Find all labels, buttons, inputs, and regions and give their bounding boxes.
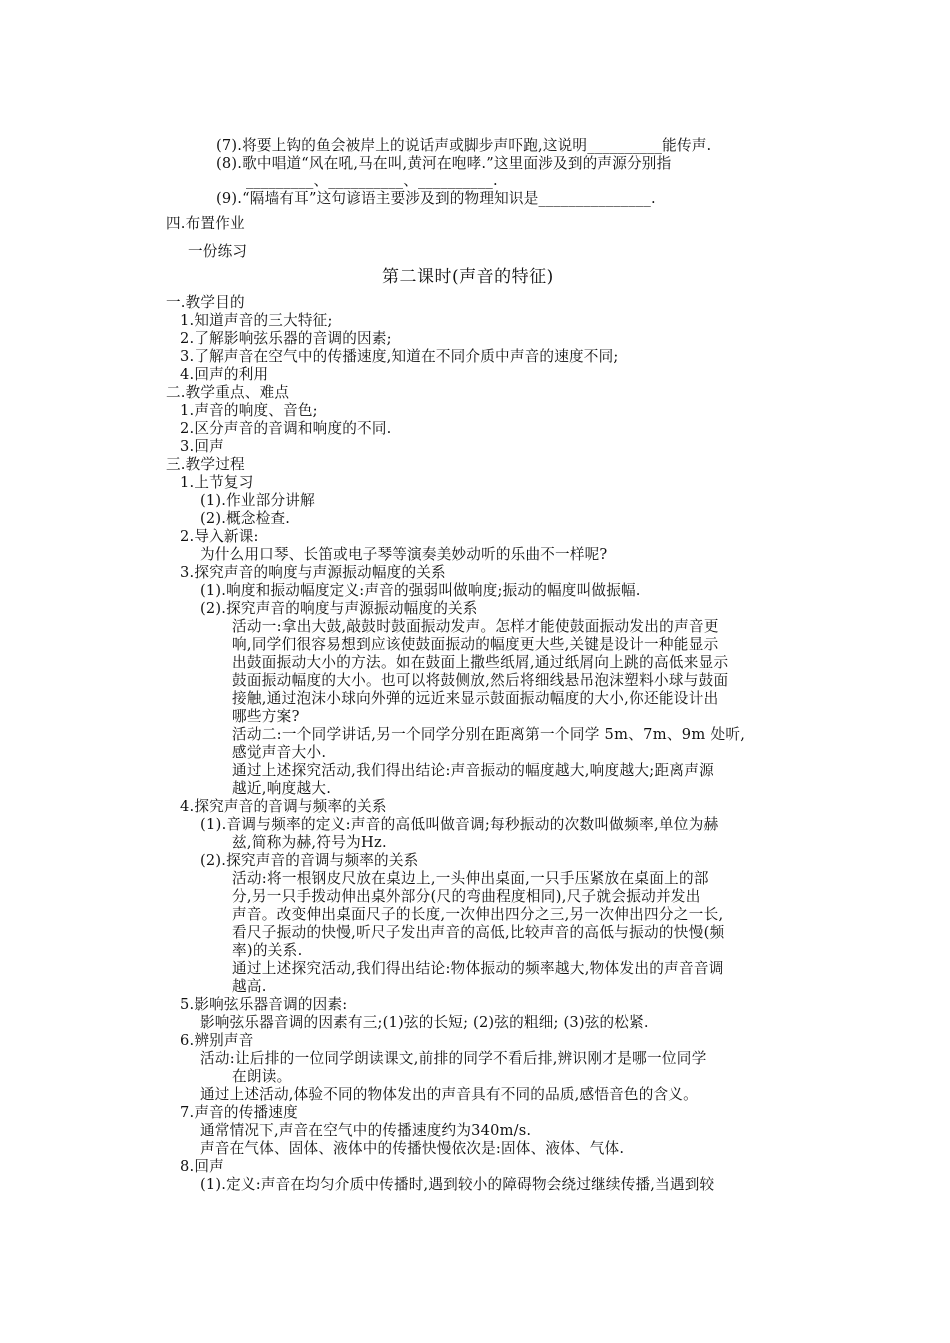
step-intro: 2.导入新课: xyxy=(180,528,259,545)
loudness-conclusion-line: 越近,响度越大. xyxy=(232,780,332,797)
quiz-item-9: (9).“隔墙有耳”这句谚语主要涉及到的物理知识是_______________. xyxy=(216,190,656,207)
step-pitch-explore: (2).探究声音的音调与频率的关系 xyxy=(200,852,419,869)
step-intro-question: 为什么用口琴、长笛或电子琴等演奏美妙动听的乐曲不一样呢? xyxy=(200,546,608,563)
loudness-conclusion xyxy=(232,762,787,798)
goal-item: 1.知道声音的三大特征; xyxy=(180,312,333,329)
goal-item: 3.了解声音在空气中的传播速度,知道在不同介质中声音的速度不同; xyxy=(180,348,619,365)
homework-item: 一份练习 xyxy=(188,243,248,260)
process-heading: 三.教学过程 xyxy=(166,456,245,473)
step-review-a: (1).作业部分讲解 xyxy=(200,492,315,509)
pitch-activity-line: 活动:将一根钢皮尺放在桌边上,一头伸出桌面,一只手压紧放在桌面上的部 xyxy=(232,870,709,887)
pitch-activity xyxy=(232,870,787,960)
timbre-activity-line: 活动:让后排的一位同学朗读课文,前排的同学不看后排,辨识刚才是哪一位同学 xyxy=(200,1050,707,1067)
string-factors-text: 影响弦乐器音调的因素有三;(1)弦的长短; (2)弦的粗细; (3)弦的松紧. xyxy=(200,1014,649,1031)
pitch-conclusion-line: 通过上述探究活动,我们得出结论:物体振动的频率越大,物体发出的声音音调 xyxy=(232,960,724,977)
pitch-activity-line: 看尺子振动的快慢,听尺子发出声音的高低,比较声音的高低与振动的快慢(频 xyxy=(232,924,725,941)
goals-heading: 一.教学目的 xyxy=(166,294,245,311)
focus-heading: 二.教学重点、难点 xyxy=(166,384,290,401)
step-echo: 8.回声 xyxy=(180,1158,224,1175)
activity-one-line: 鼓面振动幅度的大小。也可以将鼓侧放,然后将细线悬吊泡沫塑料小球与鼓面 xyxy=(232,672,729,689)
timbre-conclusion: 通过上述活动,体验不同的物体发出的声音具有不同的品质,感悟音色的含义。 xyxy=(200,1086,698,1103)
activity-one-line: 接触,通过泡沫小球向外弹的远近来显示鼓面振动幅度的大小,你还能设计出 xyxy=(232,690,719,707)
pitch-conclusion xyxy=(232,960,787,996)
step-string-factors: 5.影响弦乐器音调的因素: xyxy=(180,996,348,1013)
activity-one-paragraph xyxy=(232,618,787,726)
quiz-item-8-blanks: _________、__________、__________. xyxy=(246,172,498,189)
step-loudness-definition: (1).响度和振动幅度定义:声音的强弱叫做响度;振动的幅度叫做振幅. xyxy=(200,582,641,599)
pitch-definition xyxy=(200,816,787,852)
activity-one-line: 哪些方案? xyxy=(232,708,300,725)
activity-one-line: 响,同学们很容易想到应该使鼓面振动的幅度更大些,关键是设计一种能显示 xyxy=(232,636,719,653)
loudness-conclusion-line: 通过上述探究活动,我们得出结论:声音振动的幅度越大,响度越大;距离声源 xyxy=(232,762,715,779)
pitch-activity-line: 声音。改变伸出桌面尺子的长度,一次伸出四分之三,另一次伸出四分之一长, xyxy=(232,906,724,923)
activity-two-line: 活动二:一个同学讲话,另一个同学分别在距离第一个同学 5m、7m、9m 处听, xyxy=(232,726,746,743)
focus-item: 3.回声 xyxy=(180,438,224,455)
timbre-activity-line: 在朗读。 xyxy=(232,1068,292,1085)
pitch-activity-line: 率)的关系. xyxy=(232,942,303,959)
goal-item: 2.了解影响弦乐器的音调的因素; xyxy=(180,330,392,347)
pitch-conclusion-line: 越高. xyxy=(232,978,267,995)
focus-item: 1.声音的响度、音色; xyxy=(180,402,318,419)
activity-one-line: 出鼓面振动大小的方法。如在鼓面上撒些纸屑,通过纸屑向上跳的高低来显示 xyxy=(232,654,729,671)
step-loudness-explore: (2).探究声音的响度与声源振动幅度的关系 xyxy=(200,600,478,617)
lesson-title: 第二课时(声音的特征) xyxy=(382,267,554,287)
step-sound-speed: 7.声音的传播速度 xyxy=(180,1104,298,1121)
goal-item: 4.回声的利用 xyxy=(180,366,269,383)
step-loudness: 3.探究声音的响度与声源振动幅度的关系 xyxy=(180,564,446,581)
activity-two-line: 感觉声音大小. xyxy=(232,744,327,761)
step-timbre: 6.辨别声音 xyxy=(180,1032,254,1049)
sound-speed-air: 通常情况下,声音在空气中的传播速度约为340m/s. xyxy=(200,1122,532,1139)
activity-two-paragraph xyxy=(232,726,787,762)
pitch-definition-line: 兹,简称为赫,符号为Hz. xyxy=(232,834,387,851)
focus-item: 2.区分声音的音调和响度的不同. xyxy=(180,420,392,437)
step-review-b: (2).概念检查. xyxy=(200,510,291,527)
pitch-activity-line: 分,另一只手拨动伸出桌外部分(尺的弯曲程度相同),尺子就会振动并发出 xyxy=(232,888,701,905)
sound-speed-media: 声音在气体、固体、液体中的传播快慢依次是:固体、液体、气体. xyxy=(200,1140,625,1157)
activity-one-line: 活动一:拿出大鼓,敲鼓时鼓面振动发声。怎样才能使鼓面振动发出的声音更 xyxy=(232,618,719,635)
step-review: 1.上节复习 xyxy=(180,474,254,491)
pitch-definition-line: (1).音调与频率的定义:声音的高低叫做音调;每秒振动的次数叫做频率,单位为赫 xyxy=(200,816,719,833)
quiz-item-7: (7).将要上钩的鱼会被岸上的说话声或脚步声吓跑,这说明__________能传声. xyxy=(216,137,712,154)
echo-definition: (1).定义:声音在均匀介质中传播时,遇到较小的障碍物会绕过继续传播,当遇到较 xyxy=(200,1176,715,1193)
quiz-item-8: (8).歌中唱道“风在吼,马在叫,黄河在咆哮.”这里面涉及到的声源分别指 xyxy=(216,155,672,172)
homework-heading: 四.布置作业 xyxy=(166,215,245,232)
step-pitch: 4.探究声音的音调与频率的关系 xyxy=(180,798,387,815)
timbre-activity xyxy=(200,1050,787,1086)
